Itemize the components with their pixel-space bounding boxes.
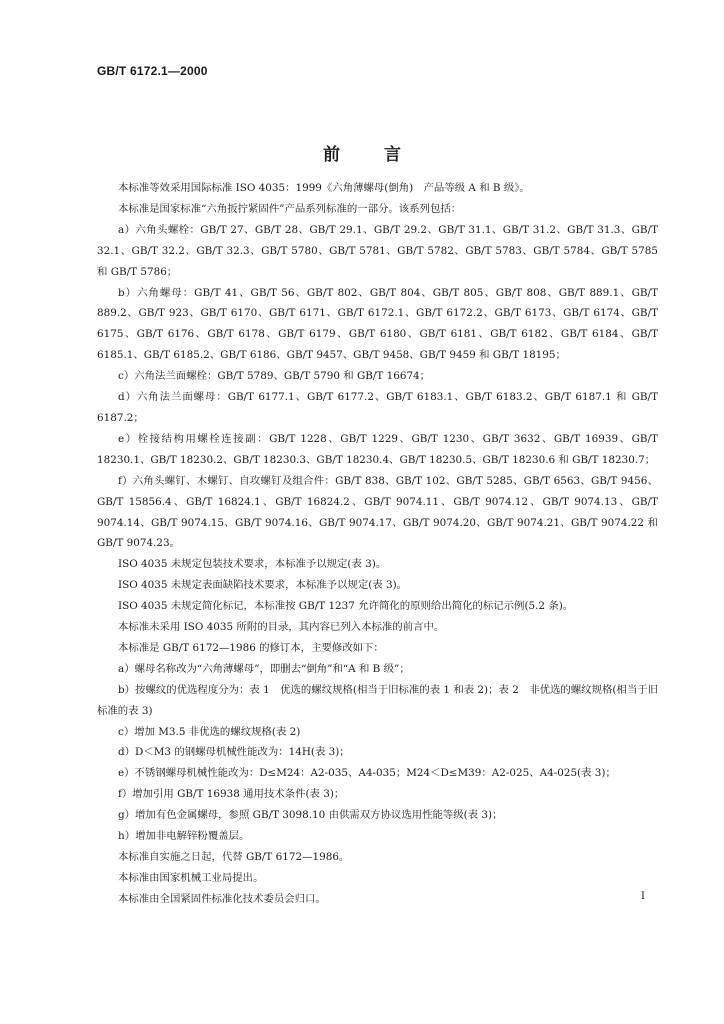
list-item: b）六角螺母：GB/T 41、GB/T 56、GB/T 802、GB/T 804、GB/T 805、GB/T 808、GB/T 889.1、GB/T 889.2、GB/T 923、GB/T 6170、GB/T 6171、GB/T 6172.1、GB/T 6172.2、GB/T 6173、GB/T 6174、GB/T 6175、GB/T 6176、GB/T 6178、GB/T 6179、GB/T 6180、GB/T 6181、GB/T 6182、GB/T 6184、GB/T 6185.1、GB/T 6185.2、GB/T 6186、GB/T 9457、GB/T 9458、GB/T 9459 和 GB/T 18195； — [97, 286, 658, 362]
paragraph: 本标准未采用 ISO 4035 所附的目录，其内容已列入本标准的前言中。 — [118, 621, 445, 634]
paragraph: 本标准由国家机械工业局提出。 — [118, 871, 264, 884]
list-item: a）六角头螺栓：GB/T 27、GB/T 28、GB/T 29.1、GB/T 29.2、GB/T 31.1、GB/T 31.2、GB/T 31.3、GB/T 32.1、GB/T 32.2、GB/T 32.3、GB/T 5780、GB/T 5781、GB/T 5782、GB/T 5783、GB/T 5784、GB/T 5785 和 GB/T 5786； — [97, 223, 658, 278]
paragraph: ISO 4035 未规定包装技术要求，本标准予以规定(表 3)。 — [118, 558, 387, 571]
page-title: 前言 — [323, 145, 445, 165]
standard-number: GB/T 6172.1—2000 — [97, 64, 208, 78]
paragraph: 本标准等效采用国际标准 ISO 4035：1999《六角薄螺母(倒角) 产品等级 A 和 B 级》。 — [118, 182, 530, 194]
list-item: c）增加 M3.5 非优选的螺纹规格(表 2) — [118, 725, 301, 738]
page-number: I — [641, 891, 645, 902]
paragraph: 本标准是 GB/T 6172—1986 的修订本，主要修改如下： — [118, 641, 384, 654]
list-item: d）D＜M3 的钢螺母机械性能改为：14H(表 3)； — [118, 746, 350, 759]
paragraph: ISO 4035 未规定简化标记，本标准按 GB/T 1237 允许简化的原则给出简化的标记示例(5.2 条)。 — [118, 600, 574, 613]
list-item: e）栓接结构用螺栓连接副：GB/T 1228、GB/T 1229、GB/T 1230、GB/T 3632、GB/T 16939、GB/T 18230.1、GB/T 18230.2、GB/T 18230.3、GB/T 18230.4、GB/T 18230.5、GB/T 18230.6 和 GB/T 18230.7； — [97, 432, 658, 466]
list-item: h）增加非电解锌粉覆盖层。 — [118, 830, 250, 843]
paragraph: 本标准自实施之日起，代替 GB/T 6172—1986。 — [118, 851, 350, 863]
list-item: e）不锈钢螺母机械性能改为：D≤M24：A2-035、A4-035；M24＜D≤M39：A2-025、A4-025(表 3)； — [118, 767, 616, 780]
paragraph: ISO 4035 未规定表面缺陷技术要求，本标准予以规定(表 3)。 — [118, 579, 408, 592]
list-item: g）增加有色金属螺母，参照 GB/T 3098.10 由供需双方协议选用性能等级(表 3)； — [118, 809, 503, 822]
paragraph: 本标准是国家标准“六角扳拧紧固件”产品系列标准的一部分。该系列包括： — [118, 202, 462, 215]
foreword-body — [97, 178, 658, 910]
list-item: a）螺母名称改为“六角薄螺母”，即删去“倒角”和“A 和 B 级”； — [118, 662, 410, 675]
list-item: f）六角头螺钉、木螺钉、自攻螺钉及组合件：GB/T 838、GB/T 102、GB/T 5285、GB/T 6563、GB/T 9456、GB/T 15856.4、GB/T 16824.1、GB/T 16824.2、GB/T 9074.11、GB/T 9074.12、GB/T 9074.13、GB/T 9074.14、GB/T 9074.15、GB/T 9074.16、GB/T 9074.17、GB/T 9074.20、GB/T 9074.21、GB/T 9074.22 和 GB/T 9074.23。 — [97, 474, 658, 550]
list-item: c）六角法兰面螺栓：GB/T 5789、GB/T 5790 和 GB/T 16674； — [118, 370, 431, 383]
list-item: d）六角法兰面螺母：GB/T 6177.1、GB/T 6177.2、GB/T 6183.1、GB/T 6183.2、GB/T 6187.1 和 GB/T 6187.2； — [97, 391, 658, 424]
list-item: f）增加引用 GB/T 16938 通用技术条件(表 3)； — [118, 788, 345, 801]
paragraph: 本标准由全国紧固件标准化技术委员会归口。 — [118, 892, 326, 905]
list-item: b）按螺纹的优选程度分为：表 1 优选的螺纹规格(相当于旧标准的表 1 和表 2)；表 2 非优选的螺纹规格(相当于旧标准的表 3) — [97, 683, 658, 717]
